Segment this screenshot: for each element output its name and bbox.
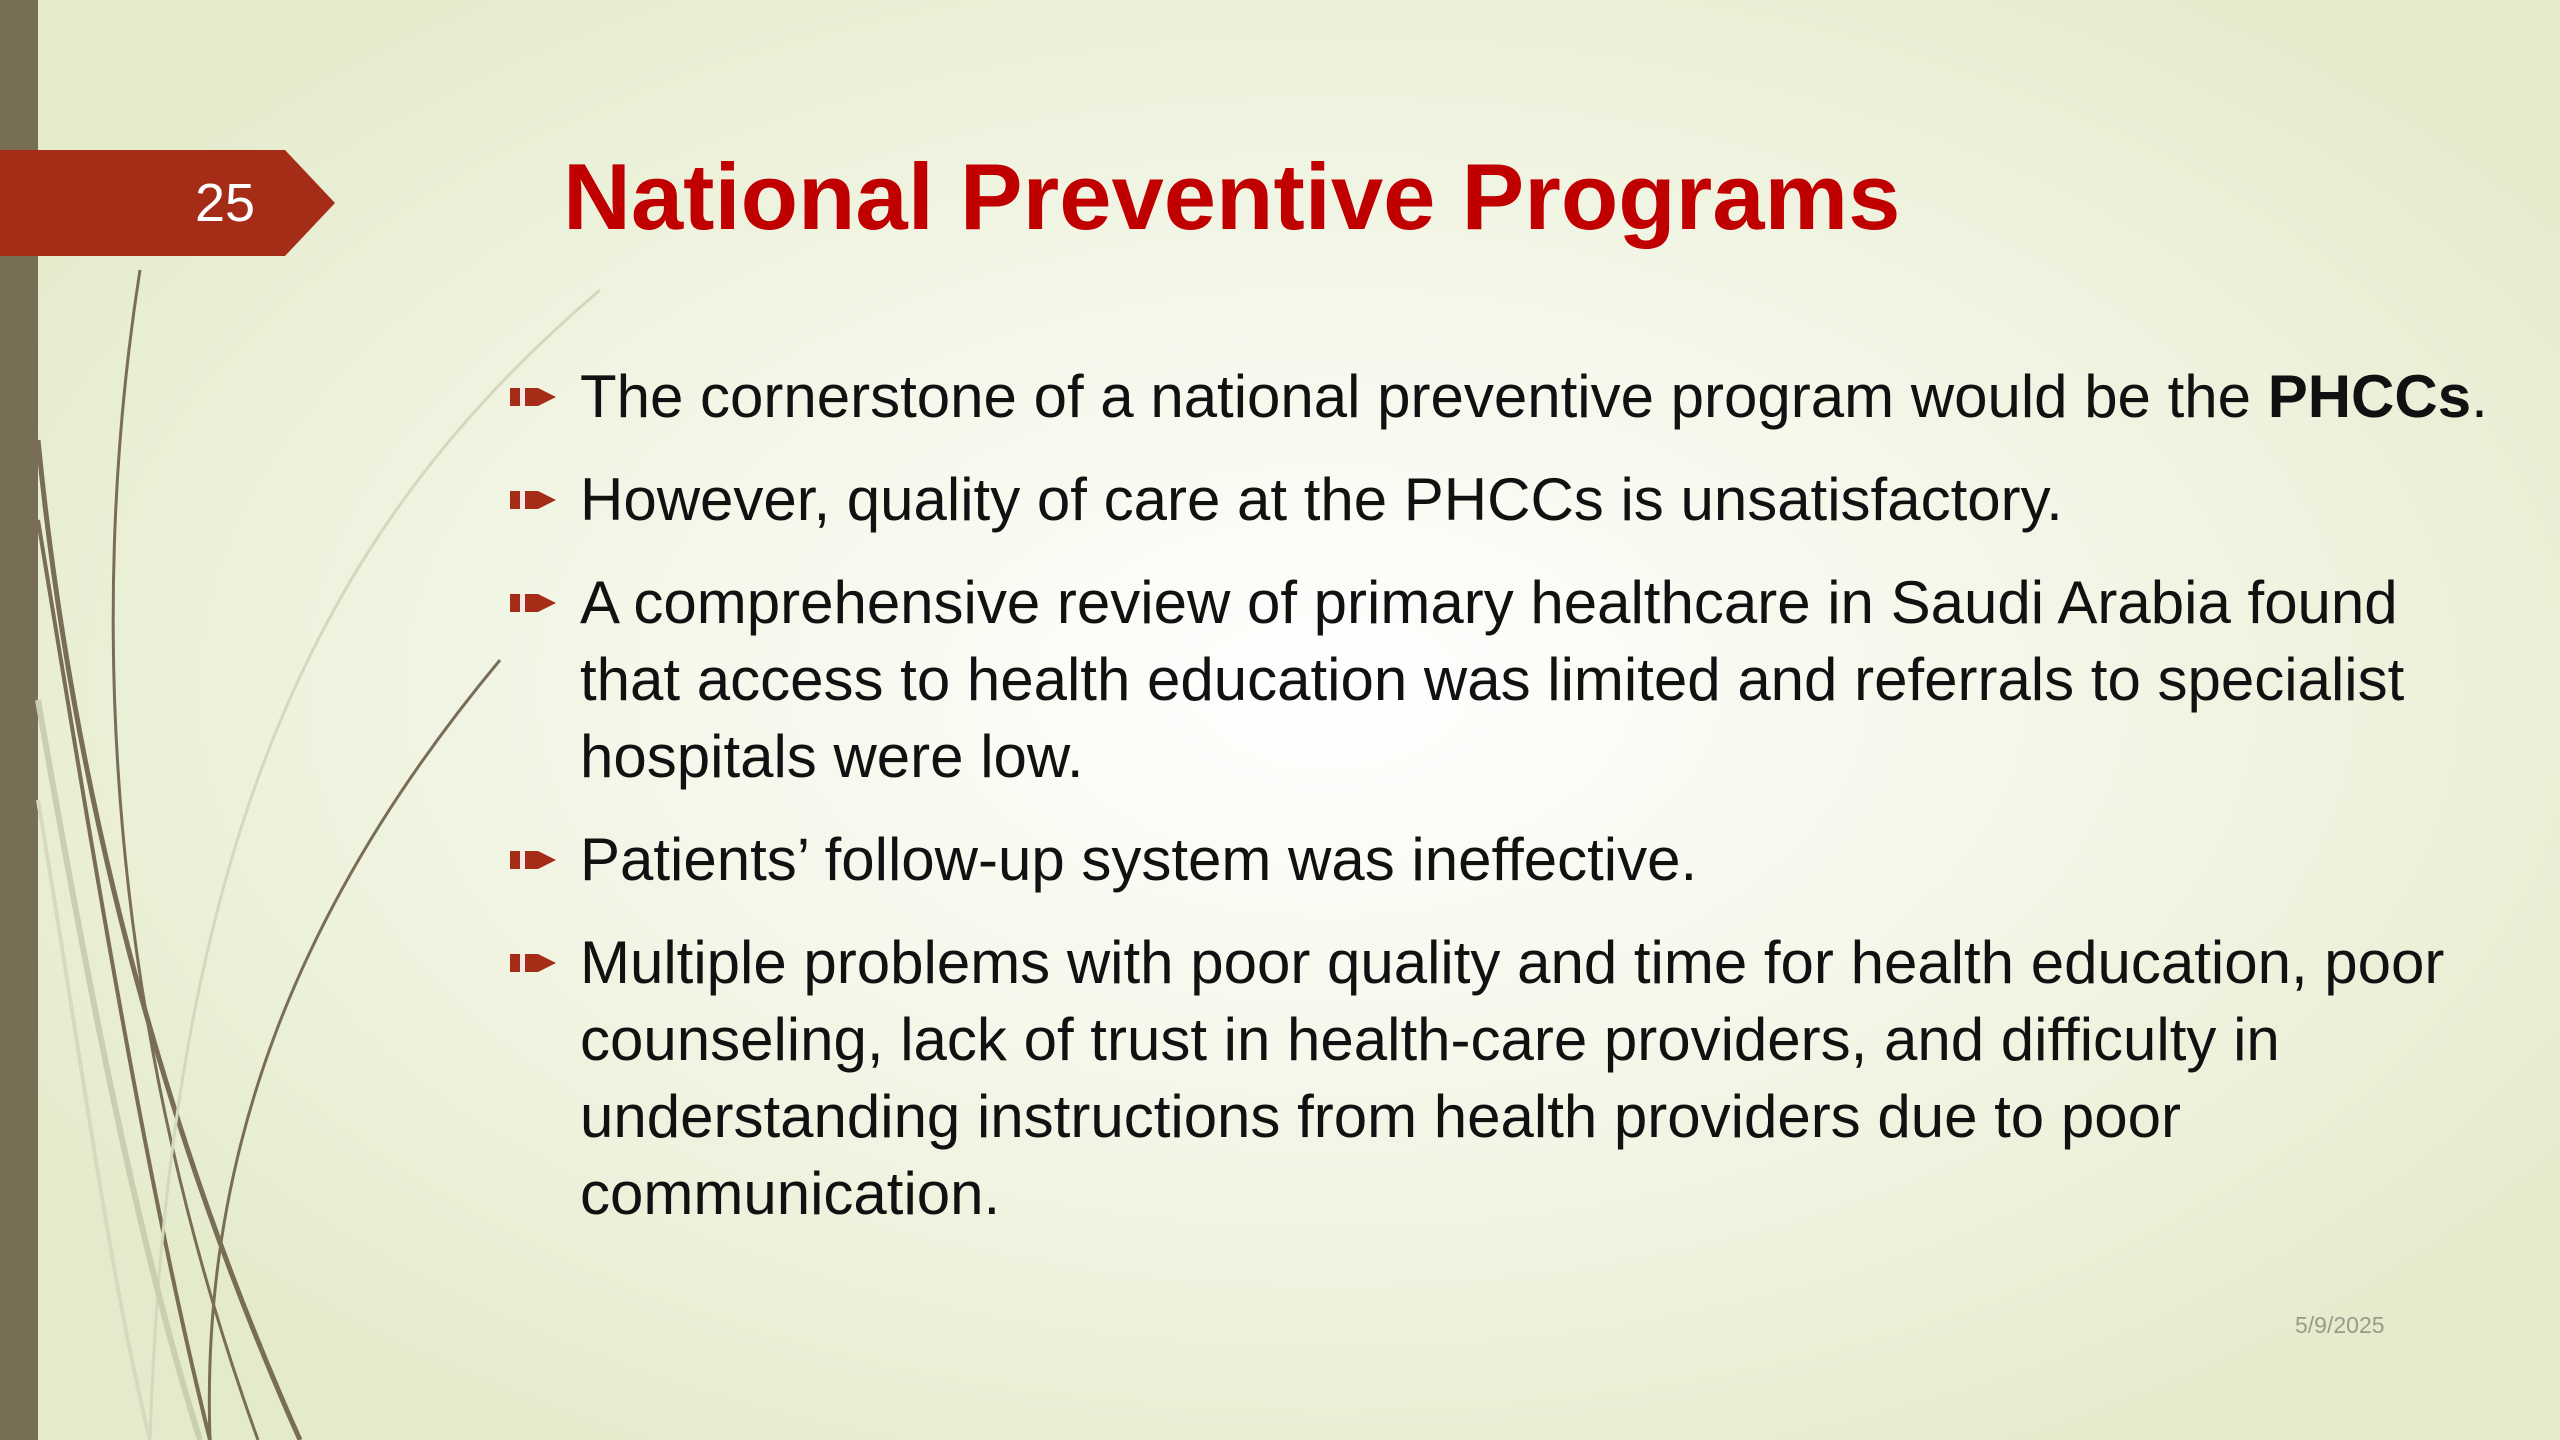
slide-date: 5/9/2025 (2295, 1312, 2385, 1338)
arrow-bullet-icon (510, 485, 560, 515)
slide-title: National Preventive Programs (563, 144, 1901, 249)
arrow-bullet-icon (510, 588, 560, 618)
bullet-list (510, 358, 2490, 1258)
slide-number: 25 (194, 173, 256, 233)
bullet-item (510, 924, 2490, 1232)
bullet-bold-term: PHCCs (2267, 363, 2472, 430)
bullet-text: Patients’ follow-up system was ineffective. (580, 826, 1698, 893)
bullet-suffix: . (2471, 363, 2488, 430)
bullet-text: Multiple problems with poor quality and time for health education, poor counseling, lack of trust in health-care providers, and difficulty in understanding instructions from health providers due to poor communication. (580, 929, 2445, 1227)
arrow-bullet-icon (510, 948, 560, 978)
bullet-text: The cornerstone of a national preventive program would be the (580, 363, 2268, 430)
bullet-item (510, 821, 2490, 898)
slide-number-badge (0, 150, 335, 256)
arrow-bullet-icon (510, 845, 560, 875)
bullet-text: However, quality of care at the PHCCs is unsatisfactory. (580, 466, 2063, 533)
bullet-item (510, 564, 2490, 795)
bullet-text: A comprehensive review of primary healthcare in Saudi Arabia found that access to health education was limited and referrals to specialist hospitals were low. (580, 569, 2405, 790)
arrow-bullet-icon (510, 382, 560, 412)
bullet-item (510, 358, 2490, 435)
bullet-item (510, 461, 2490, 538)
